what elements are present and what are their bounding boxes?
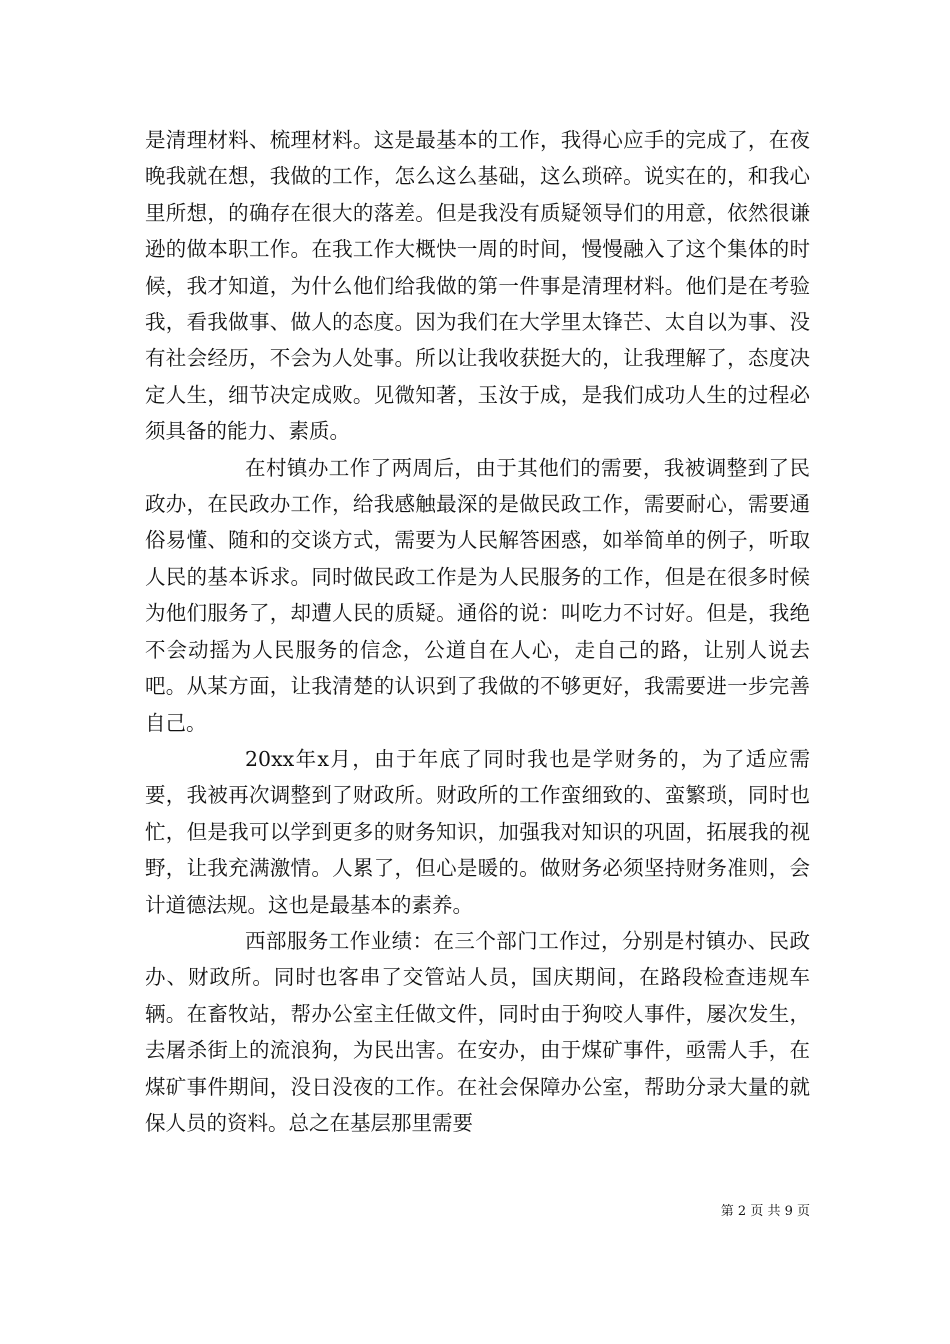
document-body: [145, 122, 810, 1141]
page-number-footer: 第 2 页 共 9 页: [720, 1204, 810, 1219]
paragraph-achievements: 西部服务工作业绩：在三个部门工作过，分别是村镇办、民政办、财政所。同时也客串了交管站人员，国庆期间，在路段检查违规车辆。在畜牧站，帮办公室主任做文件，同时由于狗咬人事件，屡次发生，去屠杀街上的流浪狗，为民出害。在安办，由于煤矿事件，亟需人手，在煤矿事件期间，没日没夜的工作。在社会保障办公室，帮助分录大量的就保人员的资料。总之在基层那里需要: [145, 928, 810, 1135]
paragraph-finance-office: 20xx年x月，由于年底了同时我也是学财务的，为了适应需要，我被再次调整到了财政所。财政所的工作蛮细致的、蛮繁琐，同时也忙，但是我可以学到更多的财务知识，加强我对知识的巩固，拓展我的视野，让我充满激情。人累了，但心是暖的。做财务必须坚持财务准则，会计道德法规。这也是最基本的素养。: [145, 746, 810, 917]
paragraph-village-office: 在村镇办工作了两周后，由于其他们的需要，我被调整到了民政办，在民政办工作，给我感触最深的是做民政工作，需要耐心，需要通俗易懂、随和的交谈方式，需要为人民解答困惑，如举简单的例子，听取人民的基本诉求。同时做民政工作是为人民服务的工作，但是在很多时候为他们服务了，却遭人民的质疑。通俗的说：叫吃力不讨好。但是，我绝不会动摇为人民服务的信念，公道自在人心，走自己的路，让别人说去吧。从某方面，让我清楚的认识到了我做的不够更好，我需要进一步完善自己。: [145, 455, 810, 735]
paragraph-continuation: 是清理材料、梳理材料。这是最基本的工作，我得心应手的完成了，在夜晚我就在想，我做的工作，怎么这么基础，这么琐碎。说实在的，和我心里所想，的确存在很大的落差。但是我没有质疑领导们的用意，依然很谦逊的做本职工作。在我工作大概快一周的时间，慢慢融入了这个集体的时候，我才知道，为什么他们给我做的第一件事是清理材料。他们是在考验我，看我做事、做人的态度。因为我们在大学里太锋芒、太自以为事、没有社会经历，不会为人处事。所以让我收获挺大的，让我理解了，态度决定人生，细节决定成败。见微知著，玉汝于成，是我们成功人生的过程必须具备的能力、素质。: [145, 128, 810, 444]
